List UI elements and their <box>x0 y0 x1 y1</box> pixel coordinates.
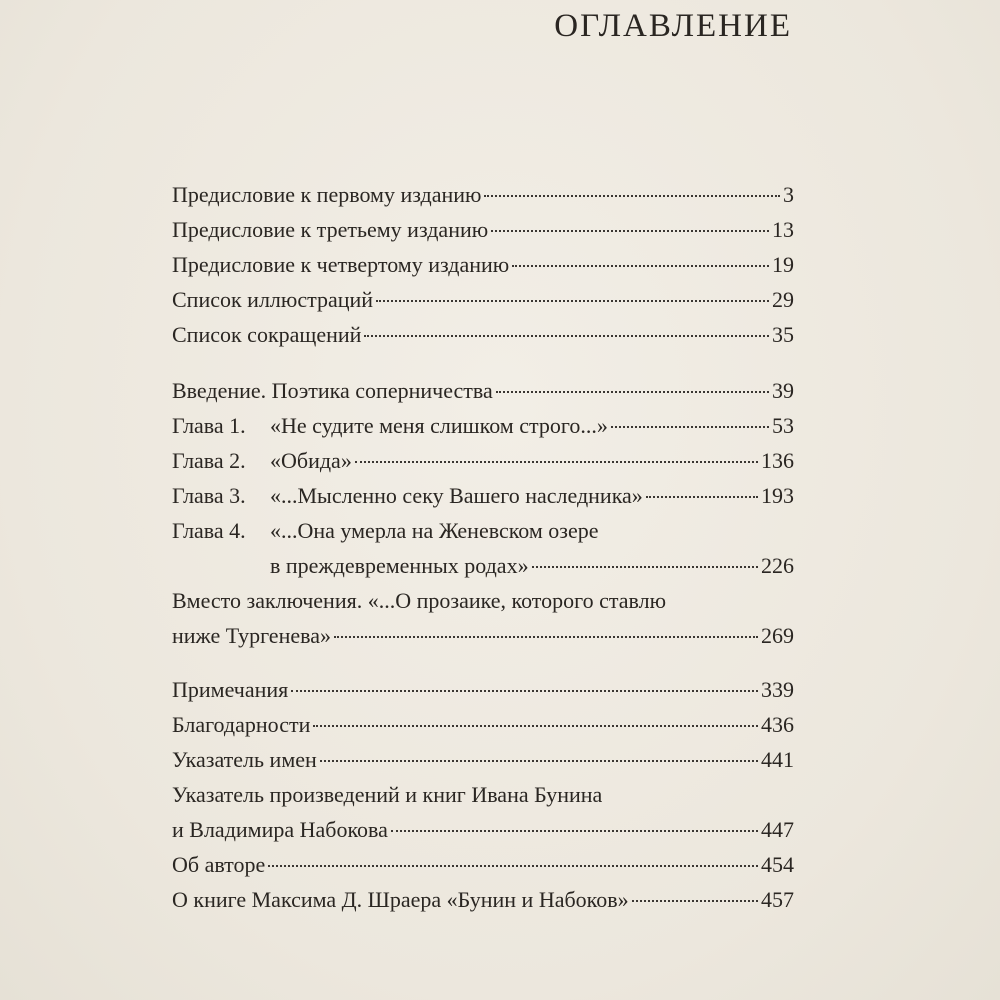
toc-entry-page: 3 <box>783 182 794 207</box>
leader-dots <box>268 865 758 867</box>
toc-entry <box>172 317 794 352</box>
toc-group-front-matter <box>172 177 794 352</box>
toc-entry-works-index <box>172 777 794 812</box>
leader-dots <box>512 265 769 267</box>
toc-entry-title: Предисловие к четвертому изданию <box>172 252 510 277</box>
leader-dots <box>646 496 758 498</box>
toc-entry-title-line-2: ниже Тургенева» <box>172 623 331 648</box>
toc-entry <box>172 742 794 777</box>
toc-entry-title: Примечания <box>172 677 289 702</box>
toc-entry-chapter-2 <box>172 443 794 478</box>
leader-dots <box>376 300 769 302</box>
toc-entry-title-line-2: и Владимира Набокова <box>172 817 388 842</box>
toc-entry-conclusion-continued <box>172 618 794 653</box>
leader-dots <box>291 690 758 692</box>
toc-entry-title: Об авторе <box>172 852 266 877</box>
toc-entry-page: 447 <box>761 817 794 842</box>
toc-entry-title: «...Она умерла на Женевском озере <box>270 518 599 543</box>
toc-entry-title: Введение. Поэтика соперничества <box>172 378 493 403</box>
toc-entry-chapter-1 <box>172 408 794 443</box>
toc-group-back-matter <box>172 672 794 917</box>
toc-entry-page: 13 <box>772 217 794 242</box>
chapter-number: Глава 2. <box>172 448 246 473</box>
leader-dots <box>632 900 758 902</box>
leader-dots <box>484 195 780 197</box>
toc-entry-title-line-2: в преждевременных родах» <box>270 553 529 578</box>
toc-entry-title: «...Мысленно секу Вашего наследника» <box>270 483 643 508</box>
show-through-text <box>160 82 800 172</box>
toc-entry-page: 39 <box>772 378 794 403</box>
toc-entry-title: «Не судите меня слишком строго...» <box>270 413 608 438</box>
chapter-number: Глава 1. <box>172 413 246 438</box>
leader-dots <box>313 725 758 727</box>
toc-entry-title: «Обида» <box>270 448 352 473</box>
toc-entry-title: Указатель имен <box>172 747 317 772</box>
toc-entry <box>172 212 794 247</box>
toc-entry-chapter-4 <box>172 513 794 548</box>
toc-entry <box>172 882 794 917</box>
toc-entry <box>172 282 794 317</box>
toc-entry-page: 436 <box>761 712 794 737</box>
toc-entry-page: 269 <box>761 623 794 648</box>
toc-entry-page: 457 <box>761 887 794 912</box>
leader-dots <box>611 426 769 428</box>
chapter-number: Глава 4. <box>172 518 246 543</box>
toc-entry-conclusion <box>172 583 794 618</box>
leader-dots <box>491 230 769 232</box>
chapter-number: Глава 3. <box>172 483 246 508</box>
leader-dots <box>334 636 758 638</box>
leader-dots <box>320 760 758 762</box>
toc-entry <box>172 177 794 212</box>
toc-entry <box>172 247 794 282</box>
toc-entry-title: Список сокращений <box>172 322 362 347</box>
toc-entry-page: 193 <box>761 483 794 508</box>
toc-entry-page: 136 <box>761 448 794 473</box>
leader-dots <box>364 335 769 337</box>
leader-dots <box>496 391 769 393</box>
toc-entry-page: 19 <box>772 252 794 277</box>
toc-entry-page: 53 <box>772 413 794 438</box>
toc-entry <box>172 707 794 742</box>
toc-entry-title: Предисловие к первому изданию <box>172 182 482 207</box>
leader-dots <box>391 830 758 832</box>
toc-entry-page: 441 <box>761 747 794 772</box>
toc-entry <box>172 847 794 882</box>
toc-entry-title: Благодарности <box>172 712 311 737</box>
toc-entry-title: Указатель произведений и книг Ивана Бунина <box>172 782 603 807</box>
toc-entry-title: Вместо заключения. «...О прозаике, которого ставлю <box>172 588 667 613</box>
toc-entry-title: Предисловие к третьему изданию <box>172 217 489 242</box>
page-title: ОГЛАВЛЕНИЕ <box>554 8 792 44</box>
toc-entry <box>172 672 794 707</box>
toc-entry-page: 35 <box>772 322 794 347</box>
leader-dots <box>355 461 758 463</box>
toc-entry-page: 226 <box>761 553 794 578</box>
toc-entry-page: 29 <box>772 287 794 312</box>
toc-entry-chapter-3 <box>172 478 794 513</box>
toc-group-main <box>172 373 794 653</box>
toc-entry-title: Список иллюстраций <box>172 287 374 312</box>
toc-entry-page: 454 <box>761 852 794 877</box>
toc-entry-introduction <box>172 373 794 408</box>
toc-entry-page: 339 <box>761 677 794 702</box>
leader-dots <box>532 566 758 568</box>
toc-entry-works-index-continued <box>172 812 794 847</box>
toc-entry-chapter-4-continued <box>172 548 794 583</box>
toc-entry-title: О книге Максима Д. Шраера «Бунин и Набоков» <box>172 887 629 912</box>
